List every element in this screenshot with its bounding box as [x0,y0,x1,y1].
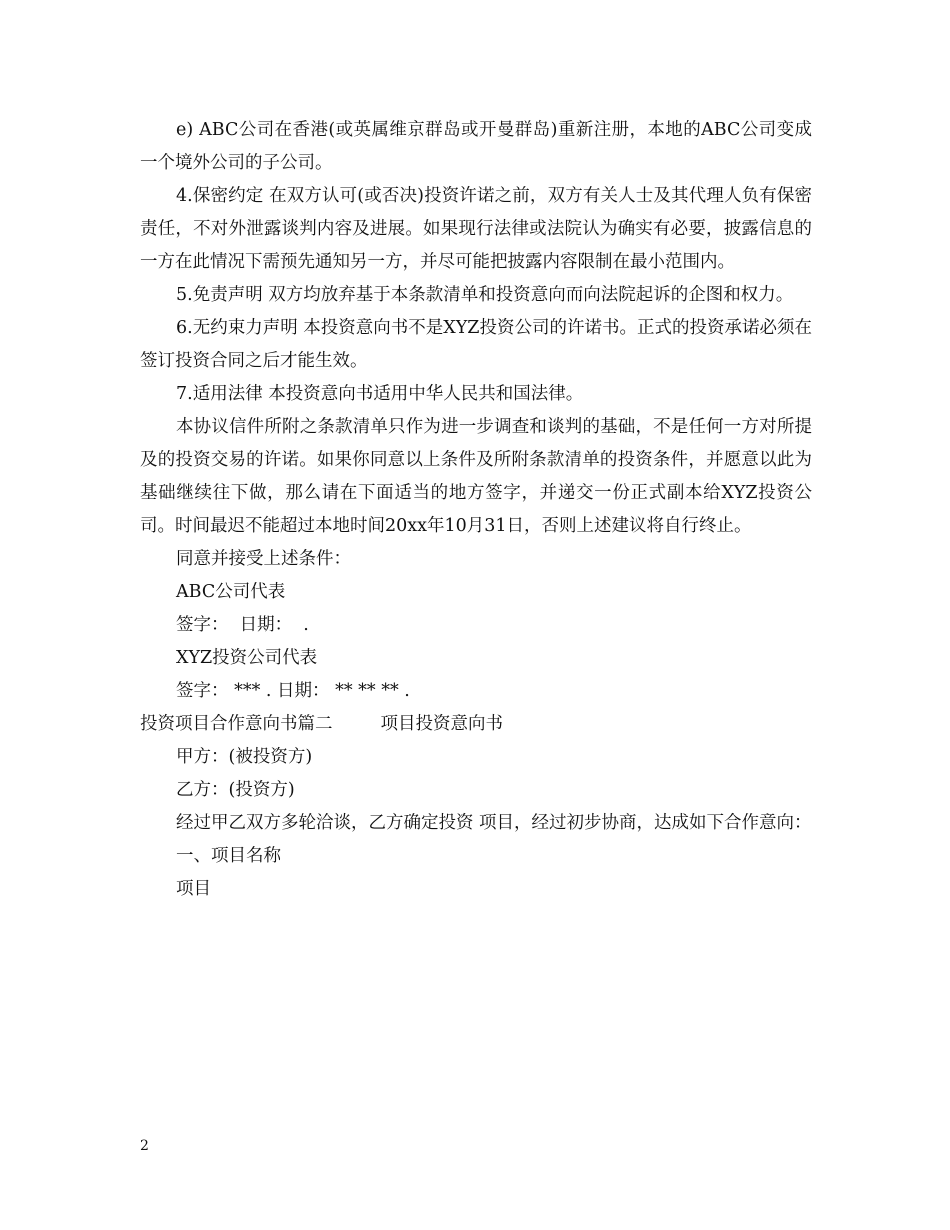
section-heading [140,708,812,741]
paragraph-abc-signature: 签字： 日期： . [176,615,309,635]
paragraph-xyz-signature: 签字： *** . 日期： ** ** ** . [176,681,410,701]
paragraph-non-binding: 6.无约束力声明 本投资意向书不是XYZ投资公司的许诺书。正式的投资承诺必须在签订投资合同之后才能生效。 [140,318,812,371]
paragraph-negotiation: 经过甲乙双方多轮洽谈，乙方确定投资 项目，经过初步协商，达成如下合作意向： [176,813,812,833]
paragraph-letter-basis: 本协议信件所附之条款清单只作为进一步调查和谈判的基础，不是任何一方对所提及的投资交易的许诺。如果你同意以上条件及所附条款清单的投资条件，并愿意以此为基础继续往下做，那么请在下面适当的地方签字，并递交一份正式副本给XYZ投资公司。时间最迟不能超过本地时间20xx年10月31日，否则上述建议将自行终止。 [140,417,812,536]
paragraph-confidentiality: 4.保密约定 在双方认可(或否决)投资许诺之前，双方有关人士及其代理人负有保密责任，不对外泄露谈判内容及进展。如果现行法律或法院认为确实有必要，披露信息的一方在此情况下需预先通知另一方，并尽可能把披露内容限制在最小范围内。 [140,186,812,272]
page-number: 2 [140,1138,149,1154]
paragraph-xyz-representative: XYZ投资公司代表 [176,648,318,668]
section-heading-subtitle: 项目投资意向书 [380,714,503,734]
paragraph-project-name-heading: 一、项目名称 [176,846,281,866]
paragraph-clause-e: e) ABC公司在香港(或英属维京群岛或开曼群岛)重新注册，本地的ABC公司变成一个境外公司的子公司。 [140,120,812,173]
paragraph-abc-representative: ABC公司代表 [176,582,286,602]
paragraph-agree: 同意并接受上述条件： [176,549,351,569]
section-heading-title: 投资项目合作意向书篇二 [140,714,333,734]
document-body [140,114,812,906]
paragraph-party-a: 甲方：(被投资方) [176,747,313,767]
paragraph-project: 项目 [176,879,211,899]
paragraph-party-b: 乙方：(投资方) [176,780,295,800]
paragraph-disclaimer: 5.免责声明 双方均放弃基于本条款清单和投资意向而向法院起诉的企图和权力。 [176,285,794,305]
paragraph-governing-law: 7.适用法律 本投资意向书适用中华人民共和国法律。 [176,384,584,404]
